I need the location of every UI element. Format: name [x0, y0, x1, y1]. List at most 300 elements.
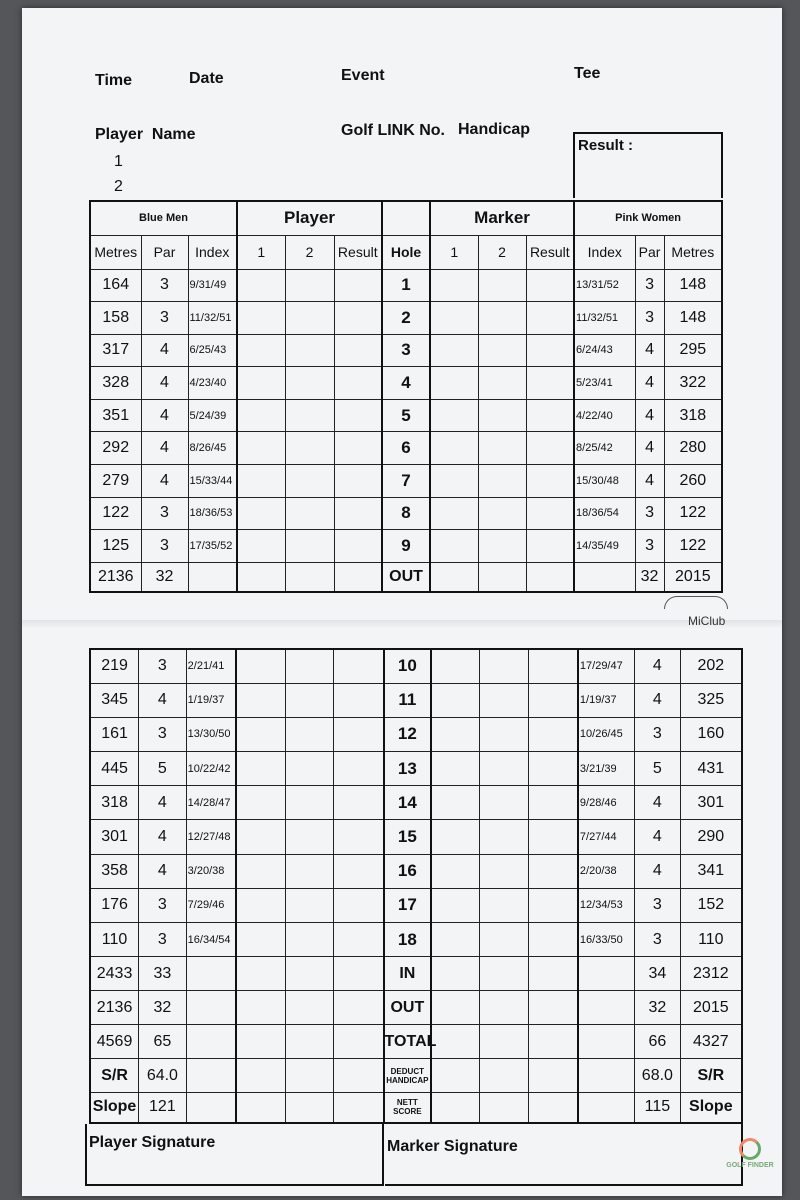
- women-index: 5/23/41: [574, 367, 635, 400]
- player-score-2[interactable]: [285, 717, 334, 751]
- hole-row: [90, 432, 722, 465]
- player-score-2[interactable]: [285, 683, 334, 717]
- women-index: 18/36/54: [574, 497, 635, 530]
- marker-result[interactable]: [528, 923, 578, 957]
- hole-row: [90, 752, 742, 786]
- marker-score-2[interactable]: [480, 820, 529, 854]
- marker-result[interactable]: [526, 465, 574, 498]
- player-score-1[interactable]: [237, 465, 285, 498]
- women-index: 1/19/37: [578, 683, 635, 717]
- marker-result[interactable]: [526, 269, 574, 302]
- men-par: 3: [139, 888, 187, 922]
- player-score-1[interactable]: [236, 820, 286, 854]
- women-par: 4: [635, 367, 664, 400]
- player-score-2[interactable]: [285, 399, 334, 432]
- sr-women-value: 68.0: [635, 1059, 681, 1093]
- marker-result[interactable]: [528, 854, 578, 888]
- hole-number: 17: [384, 888, 432, 922]
- marker-score-1[interactable]: [431, 786, 480, 820]
- women-metres: 301: [680, 786, 742, 820]
- marker-result[interactable]: [528, 820, 578, 854]
- women-par: 3: [635, 530, 664, 563]
- player-2-number: 2: [114, 178, 123, 195]
- total-metres: 4569: [90, 1025, 139, 1059]
- in-total-metres: 2433: [90, 957, 139, 991]
- player-result[interactable]: [334, 334, 382, 367]
- out-total-metres: 2136: [90, 991, 139, 1025]
- men-index: 6/25/43: [188, 334, 237, 367]
- marker-score-2[interactable]: [478, 530, 526, 563]
- hole-number: 16: [384, 854, 432, 888]
- hole-header: Hole: [382, 235, 430, 269]
- women-par: 4: [635, 465, 664, 498]
- player-col-1-header: 1: [237, 235, 285, 269]
- women-index: 12/34/53: [578, 888, 635, 922]
- player-result[interactable]: [334, 717, 384, 751]
- marker-score-1[interactable]: [431, 752, 480, 786]
- player-score-1[interactable]: [237, 302, 285, 335]
- marker-score-1[interactable]: [431, 649, 480, 683]
- in-total-par: 33: [139, 957, 187, 991]
- player-score-2[interactable]: [285, 820, 334, 854]
- out-label: OUT: [384, 991, 432, 1025]
- men-metres: 301: [90, 820, 139, 854]
- nett-score-label: NETT SCORE: [384, 1093, 432, 1123]
- women-par: 4: [635, 432, 664, 465]
- hole-number: 3: [382, 334, 430, 367]
- marker-score-2[interactable]: [480, 786, 529, 820]
- women-par: 4: [635, 683, 681, 717]
- pink-women-heading: Pink Women: [574, 201, 722, 235]
- out-women-metres: 2015: [680, 991, 742, 1025]
- hole-row: [90, 497, 722, 530]
- marker-result[interactable]: [526, 399, 574, 432]
- marker-score-2[interactable]: [478, 399, 526, 432]
- player-result[interactable]: [334, 432, 382, 465]
- men-par: 4: [141, 399, 188, 432]
- player-score-1[interactable]: [237, 334, 285, 367]
- men-metres: 351: [90, 399, 141, 432]
- time-label: Time: [95, 72, 133, 89]
- player-result[interactable]: [334, 683, 384, 717]
- men-par: 3: [141, 497, 188, 530]
- men-metres: 292: [90, 432, 141, 465]
- women-par: 4: [635, 854, 681, 888]
- player-score-1[interactable]: [237, 530, 285, 563]
- women-metres: 122: [664, 530, 722, 563]
- women-par: 4: [635, 786, 681, 820]
- marker-col-1-header: 1: [430, 235, 478, 269]
- front-total-metres: 2136: [90, 562, 141, 592]
- player-score-2[interactable]: [285, 432, 334, 465]
- marker-score-1[interactable]: [431, 923, 480, 957]
- player-score-1[interactable]: [236, 923, 286, 957]
- marker-score-1[interactable]: [430, 269, 478, 302]
- men-index: 3/20/38: [186, 854, 236, 888]
- women-index: 13/31/52: [574, 269, 635, 302]
- men-metres: 318: [90, 786, 139, 820]
- par-header: Par: [141, 235, 188, 269]
- women-index: 14/35/49: [574, 530, 635, 563]
- women-par: 4: [635, 399, 664, 432]
- marker-result[interactable]: [528, 752, 578, 786]
- player-result[interactable]: [334, 854, 384, 888]
- women-index: 7/27/44: [578, 820, 635, 854]
- hole-row: [90, 367, 722, 400]
- women-index-header: Index: [574, 235, 635, 269]
- hole-row: [90, 854, 742, 888]
- men-index: 5/24/39: [188, 399, 237, 432]
- men-metres: 279: [90, 465, 141, 498]
- total-par: 65: [139, 1025, 187, 1059]
- marker-score-1[interactable]: [430, 465, 478, 498]
- hole-number: 11: [384, 683, 432, 717]
- player-score-1[interactable]: [236, 786, 286, 820]
- player-score-2[interactable]: [285, 497, 334, 530]
- women-metres-header: Metres: [664, 235, 722, 269]
- hole-number: 14: [384, 786, 432, 820]
- men-index: 12/27/48: [186, 820, 236, 854]
- in-label: IN: [384, 957, 432, 991]
- men-par: 4: [141, 334, 188, 367]
- men-index: 1/19/37: [186, 683, 236, 717]
- men-par: 3: [141, 530, 188, 563]
- hole-row: [90, 269, 722, 302]
- men-par: 5: [139, 752, 187, 786]
- women-metres: 295: [664, 334, 722, 367]
- women-metres: 341: [680, 854, 742, 888]
- marker-score-2[interactable]: [478, 465, 526, 498]
- marker-score-2[interactable]: [478, 302, 526, 335]
- men-metres: 158: [90, 302, 141, 335]
- men-metres: 164: [90, 269, 141, 302]
- women-metres: 260: [664, 465, 722, 498]
- women-metres: 202: [680, 649, 742, 683]
- women-par: 3: [635, 923, 681, 957]
- women-par: 4: [635, 649, 681, 683]
- marker-score-2[interactable]: [478, 497, 526, 530]
- women-metres: 280: [664, 432, 722, 465]
- player-score-1[interactable]: [236, 888, 286, 922]
- deduct-handicap-label: DEDUCT HANDICAP: [384, 1059, 432, 1093]
- hole-number: 15: [384, 820, 432, 854]
- sr-label-right: S/R: [680, 1059, 742, 1093]
- marker-score-2[interactable]: [480, 683, 529, 717]
- player-result[interactable]: [334, 269, 382, 302]
- hole-number: 12: [384, 717, 432, 751]
- front-nine-table: [89, 200, 723, 593]
- women-index: 16/33/50: [578, 923, 635, 957]
- handicap-label: Handicap: [458, 121, 531, 138]
- front-women-total-par: 32: [635, 562, 664, 592]
- out-total-par: 32: [139, 991, 187, 1025]
- men-index: 16/34/54: [186, 923, 236, 957]
- marker-score-2[interactable]: [480, 752, 529, 786]
- hole-row: [90, 649, 742, 683]
- marker-score-1[interactable]: [430, 367, 478, 400]
- women-metres: 322: [664, 367, 722, 400]
- marker-score-1[interactable]: [431, 888, 480, 922]
- player-score-2[interactable]: [285, 786, 334, 820]
- player-result[interactable]: [334, 465, 382, 498]
- women-index: 2/20/38: [578, 854, 635, 888]
- men-metres: 345: [90, 683, 139, 717]
- marker-score-1[interactable]: [431, 820, 480, 854]
- marker-score-2[interactable]: [480, 717, 529, 751]
- women-index: 15/30/48: [574, 465, 635, 498]
- men-index: 8/26/45: [188, 432, 237, 465]
- women-index: 4/22/40: [574, 399, 635, 432]
- hole-row: [90, 399, 722, 432]
- hole-number: 8: [382, 497, 430, 530]
- date-label: Date: [189, 70, 224, 87]
- hole-row: [90, 302, 722, 335]
- player-result[interactable]: [334, 923, 384, 957]
- event-label: Event: [341, 67, 385, 84]
- marker-signature-label: Marker Signature: [387, 1138, 518, 1155]
- player-score-2[interactable]: [285, 854, 334, 888]
- marker-score-2[interactable]: [480, 923, 529, 957]
- women-index: 10/26/45: [578, 717, 635, 751]
- marker-score-2[interactable]: [480, 888, 529, 922]
- men-metres: 317: [90, 334, 141, 367]
- marker-result[interactable]: [528, 649, 578, 683]
- marker-score-1[interactable]: [430, 530, 478, 563]
- marker-result[interactable]: [528, 683, 578, 717]
- hole-row: [90, 888, 742, 922]
- in-women-metres: 2312: [680, 957, 742, 991]
- hole-number: 5: [382, 399, 430, 432]
- player-score-1[interactable]: [236, 683, 286, 717]
- player-score-2[interactable]: [285, 649, 334, 683]
- men-index: 14/28/47: [186, 786, 236, 820]
- back-nine-table: [89, 648, 743, 1124]
- men-par: 4: [139, 786, 187, 820]
- women-par: 3: [635, 888, 681, 922]
- men-metres: 445: [90, 752, 139, 786]
- player-result[interactable]: [334, 367, 382, 400]
- player-result[interactable]: [334, 497, 382, 530]
- slope-women-value: 115: [635, 1093, 681, 1123]
- men-par: 4: [141, 432, 188, 465]
- women-index: 3/21/39: [578, 752, 635, 786]
- sr-men-value: 64.0: [139, 1059, 187, 1093]
- marker-result[interactable]: [526, 334, 574, 367]
- marker-score-2[interactable]: [480, 854, 529, 888]
- hole-row: [90, 923, 742, 957]
- men-metres: 219: [90, 649, 139, 683]
- women-metres: 431: [680, 752, 742, 786]
- marker-score-1[interactable]: [430, 432, 478, 465]
- player-result[interactable]: [334, 399, 382, 432]
- women-index: 17/29/47: [578, 649, 635, 683]
- men-metres: 176: [90, 888, 139, 922]
- hole-number: 9: [382, 530, 430, 563]
- player-1-number: 1: [114, 153, 123, 170]
- marker-score-1[interactable]: [430, 497, 478, 530]
- player-score-1[interactable]: [236, 649, 286, 683]
- marker-result[interactable]: [526, 432, 574, 465]
- out-women-par: 32: [635, 991, 681, 1025]
- marker-result[interactable]: [528, 717, 578, 751]
- player-score-1[interactable]: [237, 497, 285, 530]
- player-score-2[interactable]: [285, 334, 334, 367]
- hole-row: [90, 820, 742, 854]
- front-out-label: OUT: [382, 562, 430, 592]
- marker-score-1[interactable]: [430, 334, 478, 367]
- women-par: 3: [635, 302, 664, 335]
- player-signature-box[interactable]: [85, 1124, 384, 1186]
- scorecard-sheet: Time Date Event Tee Player Name Golf LINK No. Handicap 1 2 Result : Blue Men Player Marker Pink Women Metres Par Index 1 2 Result Hole 1 2 Result Index Par Metres 164 3 9/31/49 1 13/31/52 3 148 158 3 11/32/51 2 11/32/51 3 148 317 4 6/25/43 3 6/24/43 4 295 328 4 4/23/40 4 5/23/41 4 322 351 4 5/24/39 5 4/22/40 4 318 292 4 8/26/45 6 8/25/42 4 280 279 4 15/33/44 7 15/30/48 4 260 122 3 18/36/53 8 18/36/54 3 122 125 3 17/35/52 9 14/35/49 3 122 2136 32 OUT 32 2015 MiClub 219 3 2/21/41 10 17/29/47 4 202 345 4 1/19/37 11 1/19/37 4 325 161 3 13/30/50 12 10/26/45 3 160 445 5 10/22/42 13 3/21/39 5 431 318 4 14/28/47 14 9/28/46 4 301 301 4 12/27/48 15 7/27/44 4 290 358 4 3/20/38 16 2/20/38 4 341 176 3 7/29/46 17 12/34/53 3 152 110 3 16/34/54 18 16/33/50 3 110 2433 33 IN 34 2312 2136 32 OUT 32 2015 4569 65 TOTAL 66 4327 S/R 64.0 DEDUCT HANDICAP 68.0 S/R Slope 121 NETT SCORE 115 Slope Player Signature Marker Signature: [22, 8, 782, 1196]
- marker-result[interactable]: [526, 367, 574, 400]
- player-score-2[interactable]: [285, 923, 334, 957]
- result-label: Result :: [578, 137, 634, 154]
- women-metres: 325: [680, 683, 742, 717]
- player-result[interactable]: [334, 786, 384, 820]
- front-women-total-metres: 2015: [664, 562, 722, 592]
- player-score-2[interactable]: [285, 530, 334, 563]
- women-metres: 318: [664, 399, 722, 432]
- hole-row: [90, 683, 742, 717]
- men-par: 4: [141, 465, 188, 498]
- player-score-2[interactable]: [285, 752, 334, 786]
- marker-score-2[interactable]: [478, 269, 526, 302]
- women-metres: 152: [680, 888, 742, 922]
- golf-finder-watermark: GOLF FINDER: [722, 1138, 778, 1169]
- golf-finder-logo-icon: [739, 1138, 761, 1160]
- men-index: 10/22/42: [186, 752, 236, 786]
- marker-result[interactable]: [526, 497, 574, 530]
- player-score-1[interactable]: [237, 367, 285, 400]
- player-score-1[interactable]: [236, 717, 286, 751]
- men-index: 7/29/46: [186, 888, 236, 922]
- hole-number: 18: [384, 923, 432, 957]
- player-score-2[interactable]: [285, 269, 334, 302]
- player-score-1[interactable]: [237, 399, 285, 432]
- marker-result-header: Result: [526, 235, 574, 269]
- player-score-2[interactable]: [285, 465, 334, 498]
- hole-number: 1: [382, 269, 430, 302]
- men-par: 4: [141, 367, 188, 400]
- marker-score-1[interactable]: [431, 854, 480, 888]
- hole-number: 7: [382, 465, 430, 498]
- marker-result[interactable]: [528, 786, 578, 820]
- marker-result[interactable]: [528, 888, 578, 922]
- player-result-header: Result: [334, 235, 382, 269]
- men-metres: 110: [90, 923, 139, 957]
- in-women-par: 34: [635, 957, 681, 991]
- total-women-par: 66: [635, 1025, 681, 1059]
- men-index: 13/30/50: [186, 717, 236, 751]
- hole-row: [90, 530, 722, 563]
- total-label: TOTAL: [384, 1025, 432, 1059]
- front-total-par: 32: [141, 562, 188, 592]
- men-metres: 358: [90, 854, 139, 888]
- marker-result[interactable]: [526, 530, 574, 563]
- hole-row: [90, 465, 722, 498]
- women-par: 5: [635, 752, 681, 786]
- men-par: 3: [141, 302, 188, 335]
- women-index: 11/32/51: [574, 302, 635, 335]
- men-par: 3: [139, 717, 187, 751]
- marker-score-1[interactable]: [430, 399, 478, 432]
- men-par: 4: [139, 683, 187, 717]
- men-index: 9/31/49: [188, 269, 237, 302]
- page-fold: [22, 620, 782, 630]
- player-name-label: Player Name: [95, 126, 196, 143]
- marker-score-2[interactable]: [478, 432, 526, 465]
- player-col-2-header: 2: [285, 235, 334, 269]
- slope-men-value: 121: [139, 1093, 187, 1123]
- men-par: 3: [139, 923, 187, 957]
- total-women-metres: 4327: [680, 1025, 742, 1059]
- men-par: 3: [141, 269, 188, 302]
- marker-score-2[interactable]: [478, 367, 526, 400]
- player-signature-label: Player Signature: [89, 1134, 216, 1151]
- slope-label-right: Slope: [680, 1093, 742, 1123]
- women-metres: 148: [664, 302, 722, 335]
- marker-score-2[interactable]: [478, 334, 526, 367]
- player-result[interactable]: [334, 530, 382, 563]
- player-score-2[interactable]: [285, 888, 334, 922]
- women-metres: 122: [664, 497, 722, 530]
- men-index: 18/36/53: [188, 497, 237, 530]
- blue-men-heading: Blue Men: [90, 201, 237, 235]
- player-result[interactable]: [334, 820, 384, 854]
- women-par: 3: [635, 497, 664, 530]
- player-result[interactable]: [334, 888, 384, 922]
- hole-number: 6: [382, 432, 430, 465]
- player-score-1[interactable]: [236, 752, 286, 786]
- marker-score-1[interactable]: [431, 717, 480, 751]
- hole-number: 4: [382, 367, 430, 400]
- marker-score-2[interactable]: [480, 649, 529, 683]
- player-score-1[interactable]: [237, 432, 285, 465]
- marker-signature-box[interactable]: [385, 1124, 743, 1186]
- hole-row: [90, 786, 742, 820]
- women-par: 4: [635, 820, 681, 854]
- result-box[interactable]: [573, 132, 723, 198]
- sr-label-left: S/R: [90, 1059, 139, 1093]
- slope-label-left: Slope: [90, 1093, 139, 1123]
- women-metres: 160: [680, 717, 742, 751]
- player-score-2[interactable]: [285, 367, 334, 400]
- men-metres: 125: [90, 530, 141, 563]
- player-result[interactable]: [334, 649, 384, 683]
- marker-score-1[interactable]: [431, 683, 480, 717]
- marker-col-2-header: 2: [478, 235, 526, 269]
- player-score-2[interactable]: [285, 302, 334, 335]
- marker-result[interactable]: [526, 302, 574, 335]
- men-index: 2/21/41: [186, 649, 236, 683]
- player-score-1[interactable]: [237, 269, 285, 302]
- women-metres: 148: [664, 269, 722, 302]
- men-metres: 328: [90, 367, 141, 400]
- tee-label: Tee: [574, 65, 601, 82]
- player-result[interactable]: [334, 302, 382, 335]
- women-par: 3: [635, 717, 681, 751]
- women-index: 6/24/43: [574, 334, 635, 367]
- hole-number: 2: [382, 302, 430, 335]
- player-score-1[interactable]: [236, 854, 286, 888]
- marker-score-1[interactable]: [430, 302, 478, 335]
- hole-row: [90, 717, 742, 751]
- men-index: 15/33/44: [188, 465, 237, 498]
- men-par: 3: [139, 649, 187, 683]
- player-result[interactable]: [334, 752, 384, 786]
- women-par: 4: [635, 334, 664, 367]
- metres-header: Metres: [90, 235, 141, 269]
